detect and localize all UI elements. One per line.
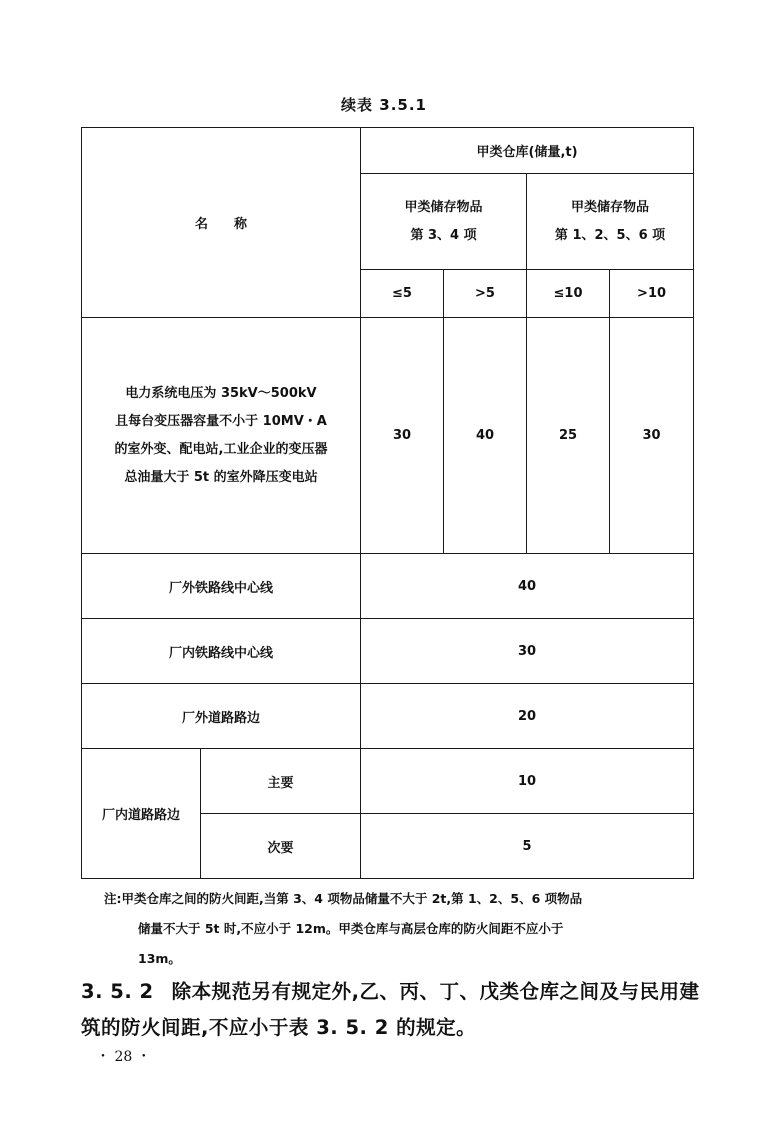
value-cell: 30 [361,318,444,554]
inner-road-label: 厂内道路路边 [82,749,201,879]
row-label: 厂内铁路线中心线 [82,619,361,684]
name-header: 名 称 [82,128,361,318]
table-row [82,684,694,749]
clause-text: 除本规范另有规定外,乙、丙、丁、戊类仓库之间及与民用建筑的防火间距,不应小于表 3. 5. 2 的规定。 [81,980,700,1039]
substation-label [82,318,361,554]
sub-header-items-3-4 [361,174,527,270]
value-cell: 30 [610,318,694,554]
table-caption: 续表 3.5.1 [341,96,427,114]
row-label: 厂外铁路线中心线 [82,554,361,619]
inner-road-main-label: 主要 [201,749,361,814]
sub-header-items-1-2-5-6 [527,174,694,270]
substation-label-line: 电力系统电压为 35kV～500kV [125,385,317,401]
sub-header-line: 甲类储存物品 [571,199,650,215]
substation-label-line: 且每台变压器容量不小于 10MV・A [115,413,327,429]
clause-paragraph [81,974,701,1046]
fire-distance-table [81,127,694,879]
row-label: 厂外道路路边 [82,684,361,749]
threshold-cell: >10 [610,270,694,318]
table-row [82,749,694,814]
sub-header-line: 第 3、4 项 [410,227,477,243]
value-cell: 40 [444,318,527,554]
value-cell: 25 [527,318,610,554]
table-row [82,619,694,684]
substation-label-line: 总油量大于 5t 的室外降压变电站 [124,469,318,485]
row-value: 30 [361,619,694,684]
substation-label-line: 的室外变、配电站,工业企业的变压器 [114,441,328,457]
note-line: 13m。 [138,951,181,966]
page-number: ・ 28 ・ [96,1049,151,1065]
sub-header-line: 第 1、2、5、6 项 [554,227,666,243]
note-line: 储量不大于 5t 时,不应小于 12m。甲类仓库与高层仓库的防火间距不应小于 [138,921,564,936]
threshold-cell: >5 [444,270,527,318]
inner-road-minor-label: 次要 [201,814,361,879]
table-note [104,884,704,974]
inner-road-main-value: 10 [361,749,694,814]
clause-number: 3. 5. 2 [81,980,154,1003]
sub-header-line: 甲类储存物品 [404,199,483,215]
row-value: 20 [361,684,694,749]
threshold-cell: ≤5 [361,270,444,318]
group-header: 甲类仓库(储量,t) [361,128,694,174]
row-value: 40 [361,554,694,619]
table-row [82,554,694,619]
threshold-cell: ≤10 [527,270,610,318]
note-line: 注:甲类仓库之间的防火间距,当第 3、4 项物品储量不大于 2t,第 1、2、5、6 项物品 [104,891,583,906]
inner-road-minor-value: 5 [361,814,694,879]
